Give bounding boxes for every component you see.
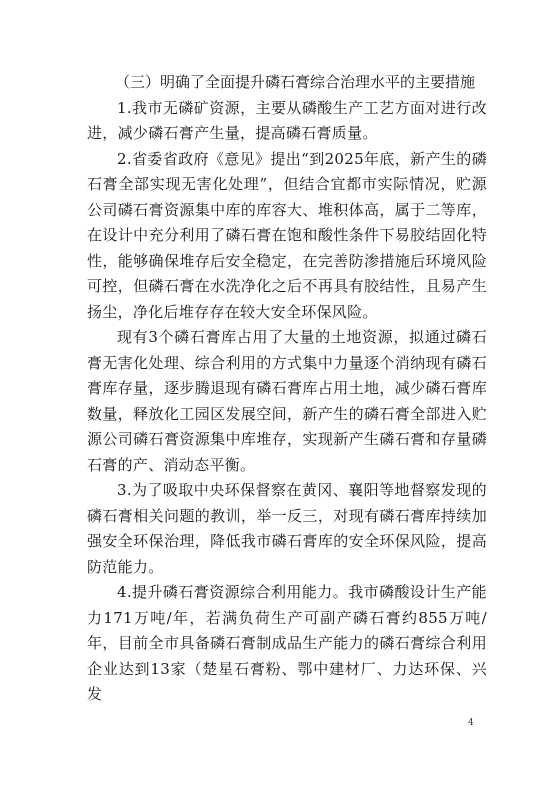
document-body bbox=[87, 70, 487, 708]
page-number: 4 bbox=[468, 718, 474, 728]
paragraph-2: 2.省委省政府《意见》提出“到2025年底，新产生的磷石膏全部实现无害化处理”，但结合宜都市实际情况，贮源公司磷石膏资源集中库的库容大、堆积体高，属于二等库，在设计中充分利用了磷石膏在饱和酸性条件下易胶结固化特性，能够确保堆存后安全稳定，在完善防渗措施后环境风险可控，但磷石膏在水洗净化之后不再具有胶结性，且易产生扬尘，净化后堆存存在较大安全环保风险。 bbox=[87, 149, 487, 321]
paragraph-3: 现有3个磷石膏库占用了大量的土地资源，拟通过磷石膏无害化处理、综合利用的方式集中力量逐个消纳现有磷石膏库存量，逐步腾退现有磷石膏库占用土地，减少磷石膏库数量，释放化工园区发展空间，新产生的磷石膏全部进入贮源公司磷石膏资源集中库堆存，实现新产生磷石膏和存量磷石膏的产、消动态平衡。 bbox=[87, 328, 487, 474]
paragraph-5: 4.提升磷石膏资源综合利用能力。我市磷酸设计生产能力171万吨/年，若满负荷生产可副产磷石膏约855万吨/年，目前全市具备磷石膏制成品生产能力的磷石膏综合利用企业达到13家（楚星石膏粉、鄂中建材厂、力达环保、兴发 bbox=[87, 583, 487, 703]
section-heading: （三）明确了全面提升磷石膏综合治理水平的主要措施 bbox=[115, 73, 476, 91]
paragraph-4: 3.为了吸取中央环保督察在黄冈、襄阳等地督察发现的磷石膏相关问题的教训，举一反三，对现有磷石膏库持续加强安全环保治理，降低我市磷石膏库的安全环保风险，提高防范能力。 bbox=[87, 481, 487, 576]
paragraph-1: 1.我市无磷矿资源，主要从磷酸生产工艺方面对进行改进，减少磷石膏产生量，提高磷石膏质量。 bbox=[87, 98, 487, 142]
